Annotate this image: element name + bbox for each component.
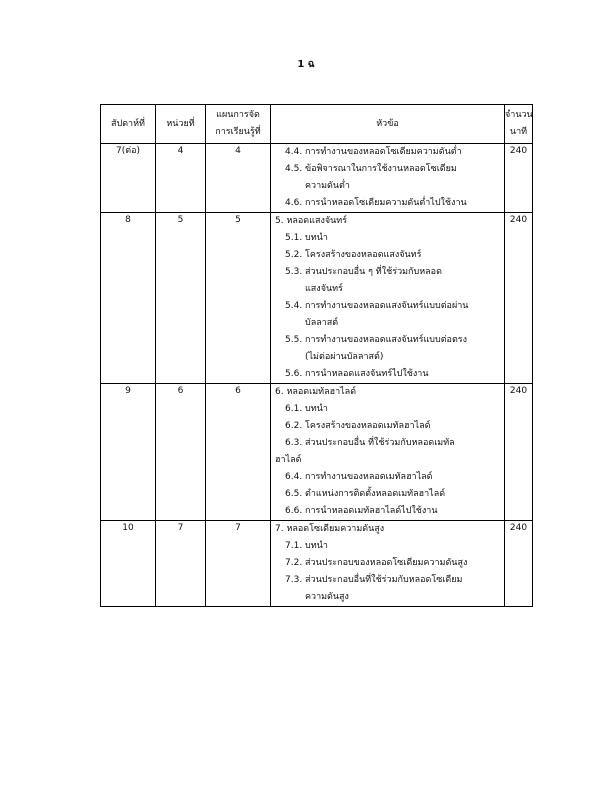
topic-line: 6.1. บทนำ [285, 404, 328, 414]
header-plan-line1: แผนการจัด [216, 110, 260, 120]
topic-line: ความดันสูง [305, 592, 349, 602]
header-minutes-line1: จำนวน [505, 110, 533, 120]
topic-line: 6.5. ตำแหน่งการติดตั้งหลอดเมทัลฮาไลด์ [285, 489, 446, 499]
header-topic [271, 105, 505, 144]
topic-line: 7.1. บทนำ [285, 541, 328, 551]
cell-week: 9 [101, 384, 156, 521]
header-week [101, 105, 156, 144]
topic-line: (ไม่ต่อผ่านบัลลาสต์) [305, 352, 384, 362]
table-row [101, 213, 533, 384]
course-schedule-table [100, 104, 533, 607]
header-minutes-line2: นาที [509, 127, 528, 137]
topic-line: 7. หลอดโซเดียมความดันสูง [275, 524, 385, 534]
topic-line: 5.6. การนำหลอดแสงจันทร์ไปใช้งาน [285, 369, 429, 379]
topic-line: ความดันต่ำ [305, 181, 350, 191]
cell-minutes: 240 [505, 384, 533, 521]
cell-unit: 7 [156, 521, 206, 607]
cell-minutes: 240 [505, 521, 533, 607]
topic-line: 6.4. การทำงานของหลอดเมทัลฮาไลด์ [285, 472, 433, 482]
cell-week: 8 [101, 213, 156, 384]
topic-line: 4.4. การทำงานของหลอดโซเดียมความดันต่ำ [285, 147, 462, 157]
header-unit-label: หน่วยที่ [166, 118, 195, 129]
topic-line: ฮาไลด์ [275, 455, 302, 465]
page-header: 1 ฉ [297, 59, 315, 70]
cell-topic [271, 213, 505, 384]
cell-plan: 5 [206, 213, 271, 384]
topic-line: 7.2. ส่วนประกอบของหลอดโซเดียมความดันสูง [285, 558, 468, 568]
cell-plan: 7 [206, 521, 271, 607]
header-topic-label: หัวข้อ [376, 118, 399, 129]
header-week-label: สัปดาห์ที่ [111, 118, 145, 129]
topic-line: 4.5. ข้อพิจารณาในการใช้งานหลอดโซเดียม [285, 164, 457, 174]
cell-topic [271, 144, 505, 213]
cell-unit: 5 [156, 213, 206, 384]
cell-unit: 6 [156, 384, 206, 521]
topic-line: แสงจันทร์ [305, 284, 343, 294]
cell-minutes: 240 [505, 144, 533, 213]
topic-line: 5.5. การทำงานของหลอดแสงจันทร์แบบต่อตรง [285, 335, 468, 345]
cell-unit: 4 [156, 144, 206, 213]
header-row [101, 105, 533, 144]
topic-line: 6.2. โครงสร้างของหลอดเมทัลฮาไลด์ [285, 421, 431, 431]
cell-week: 10 [101, 521, 156, 607]
cell-minutes: 240 [505, 213, 533, 384]
topic-line: 7.3. ส่วนประกอบอื่นที่ใช้ร่วมกับหลอดโซเดียม [285, 575, 463, 585]
topic-line: 5.2. โครงสร้างของหลอดแสงจันทร์ [285, 250, 422, 260]
cell-topic [271, 384, 505, 521]
topic-line: 5.4. การทำงานของหลอดแสงจันทร์แบบต่อผ่าน [285, 301, 469, 311]
header-plan-line2: การเรียนรู้ที่ [215, 127, 261, 137]
cell-week: 7(ต่อ) [101, 144, 156, 213]
topic-line: บัลลาสต์ [305, 318, 339, 328]
topic-line: 6.6. การนำหลอดเมทัลฮาไลด์ไปใช้งาน [285, 506, 438, 516]
topic-line: 5.1. บทนำ [285, 233, 328, 243]
table-row [101, 521, 533, 607]
cell-topic [271, 521, 505, 607]
topic-line: 5. หลอดแสงจันทร์ [275, 216, 348, 226]
cell-plan: 6 [206, 384, 271, 521]
topic-line: 6. หลอดเมทัลฮาไลด์ [275, 387, 357, 397]
cell-plan: 4 [206, 144, 271, 213]
header-unit [156, 105, 206, 144]
header-minutes [505, 105, 533, 144]
table-row [101, 144, 533, 213]
topic-line: 5.3. ส่วนประกอบอื่น ๆ ที่ใช้ร่วมกับหลอด [285, 267, 442, 277]
table-row [101, 384, 533, 521]
topic-line: 4.6. การนำหลอดโซเดียมความดันต่ำไปใช้งาน [285, 198, 467, 208]
topic-line: 6.3. ส่วนประกอบอื่น ที่ใช้ร่วมกับหลอดเมทัล [285, 438, 455, 448]
header-plan [206, 105, 271, 144]
